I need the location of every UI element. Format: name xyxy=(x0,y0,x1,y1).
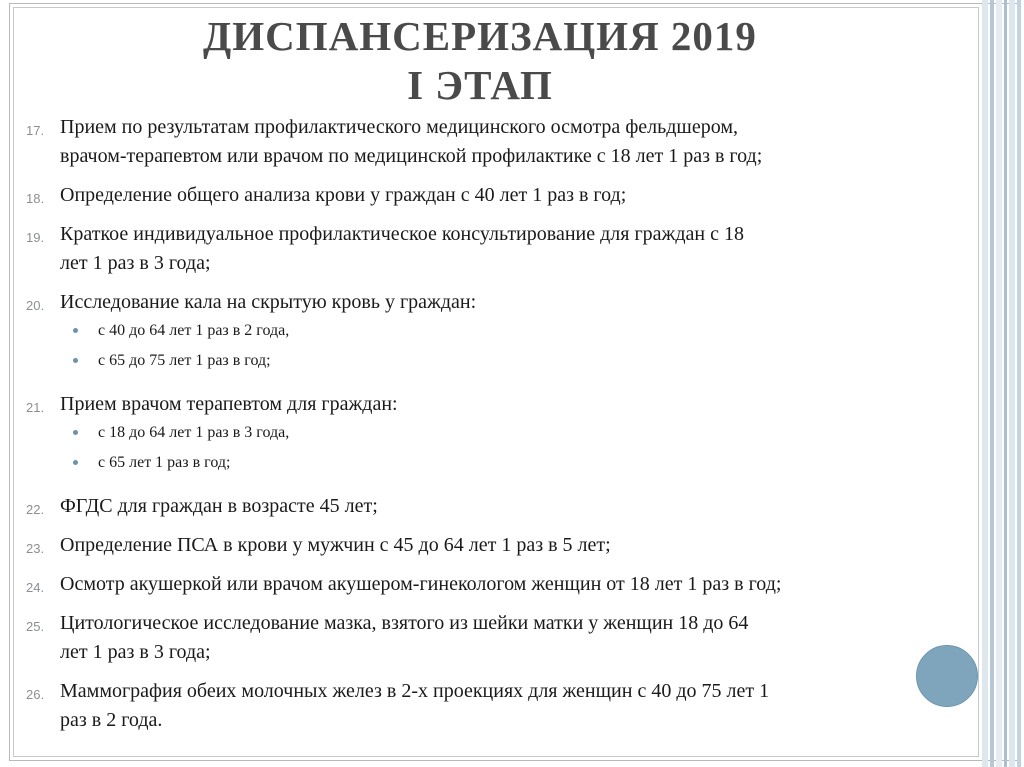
list-item-number: 23. xyxy=(26,541,45,556)
stripe-4 xyxy=(1004,0,1007,767)
list-item-line: Прием по результатам профилактического медицинского осмотра фельдшером, xyxy=(60,116,738,138)
sub-list-item xyxy=(0,350,1000,380)
list-item-line: лет 1 раз в 3 года; xyxy=(60,641,211,663)
list-item xyxy=(0,492,1000,521)
list-item-line: Определение ПСА в крови у мужчин с 45 до 64 лет 1 раз в 5 лет; xyxy=(60,534,611,556)
list-item-text xyxy=(60,220,1000,278)
list-item-text xyxy=(60,531,1000,560)
list-item-line: Определение общего анализа крови у граждан с 40 лет 1 раз в год; xyxy=(60,184,627,206)
sub-list-item xyxy=(0,320,1000,350)
list-item-line: Краткое индивидуальное профилактическое консультирование для граждан с 18 xyxy=(60,223,744,245)
list-item-line: врачом-терапевтом или врачом по медицинской профилактике с 18 лет 1 раз в год; xyxy=(60,145,763,167)
list-item-number: 20. xyxy=(26,298,45,313)
numbered-list xyxy=(0,113,1000,745)
sub-list-item xyxy=(0,422,1000,452)
list-item-line: раз в 2 года. xyxy=(60,709,163,731)
list-item-line: Маммография обеих молочных желез в 2-х проекциях для женщин с 40 до 75 лет 1 xyxy=(60,680,770,702)
list-item-text xyxy=(60,113,1000,171)
list-item-line: Осмотр акушеркой или врачом акушером-гинекологом женщин от 18 лет 1 раз в год; xyxy=(60,573,782,595)
decorative-circle xyxy=(916,645,978,707)
list-item-line: Цитологическое исследование мазка, взятого из шейки матки у женщин 18 до 64 xyxy=(60,612,749,634)
bullet-icon xyxy=(73,460,78,465)
sub-list xyxy=(0,320,1000,380)
bullet-icon xyxy=(73,328,78,333)
list-item xyxy=(0,113,1000,171)
sub-list xyxy=(0,422,1000,482)
list-item-number: 18. xyxy=(26,191,45,206)
title-line-1: ДИСПАНСЕРИЗАЦИЯ 2019 xyxy=(203,13,757,59)
bullet-icon xyxy=(73,358,78,363)
list-item-text xyxy=(60,609,1000,667)
list-item xyxy=(0,609,1000,667)
list-item xyxy=(0,531,1000,560)
list-item xyxy=(0,288,1000,380)
list-item-line: лет 1 раз в 3 года; xyxy=(60,252,211,274)
sub-list-item-text: с 65 до 75 лет 1 раз в год; xyxy=(98,352,271,369)
title-line-2: I ЭТАП xyxy=(407,62,553,108)
stripe-6 xyxy=(1017,0,1021,767)
list-item-line: Прием врачом терапевтом для граждан: xyxy=(60,393,398,415)
list-item-number: 22. xyxy=(26,502,45,517)
list-item-text xyxy=(60,677,1000,735)
sub-list-item-text: с 18 до 64 лет 1 раз в 3 года, xyxy=(98,424,290,441)
list-item-number: 21. xyxy=(26,400,45,415)
list-item-line: ФГДС для граждан в возрасте 45 лет; xyxy=(60,495,378,517)
list-item xyxy=(0,220,1000,278)
list-item-text xyxy=(60,288,1000,317)
stripe-5 xyxy=(1009,0,1015,767)
list-item-text xyxy=(60,390,1000,419)
list-item-number: 24. xyxy=(26,580,45,595)
sub-list-item-text: с 40 до 64 лет 1 раз в 2 года, xyxy=(98,322,290,339)
list-item-number: 25. xyxy=(26,619,45,634)
list-item xyxy=(0,390,1000,482)
bullet-icon xyxy=(73,430,78,435)
list-item-line: Исследование кала на скрытую кровь у граждан: xyxy=(60,291,477,313)
list-item-text xyxy=(60,570,1000,599)
list-item-text xyxy=(60,181,1000,210)
list-item-text xyxy=(60,492,1000,521)
list-item xyxy=(0,570,1000,599)
slide-title xyxy=(40,12,920,110)
sub-list-item-text: с 65 лет 1 раз в год; xyxy=(98,454,231,471)
list-item xyxy=(0,677,1000,735)
list-item-number: 26. xyxy=(26,687,45,702)
list-item-number: 17. xyxy=(26,123,45,138)
list-item-number: 19. xyxy=(26,230,45,245)
list-item xyxy=(0,181,1000,210)
sub-list-item xyxy=(0,452,1000,482)
